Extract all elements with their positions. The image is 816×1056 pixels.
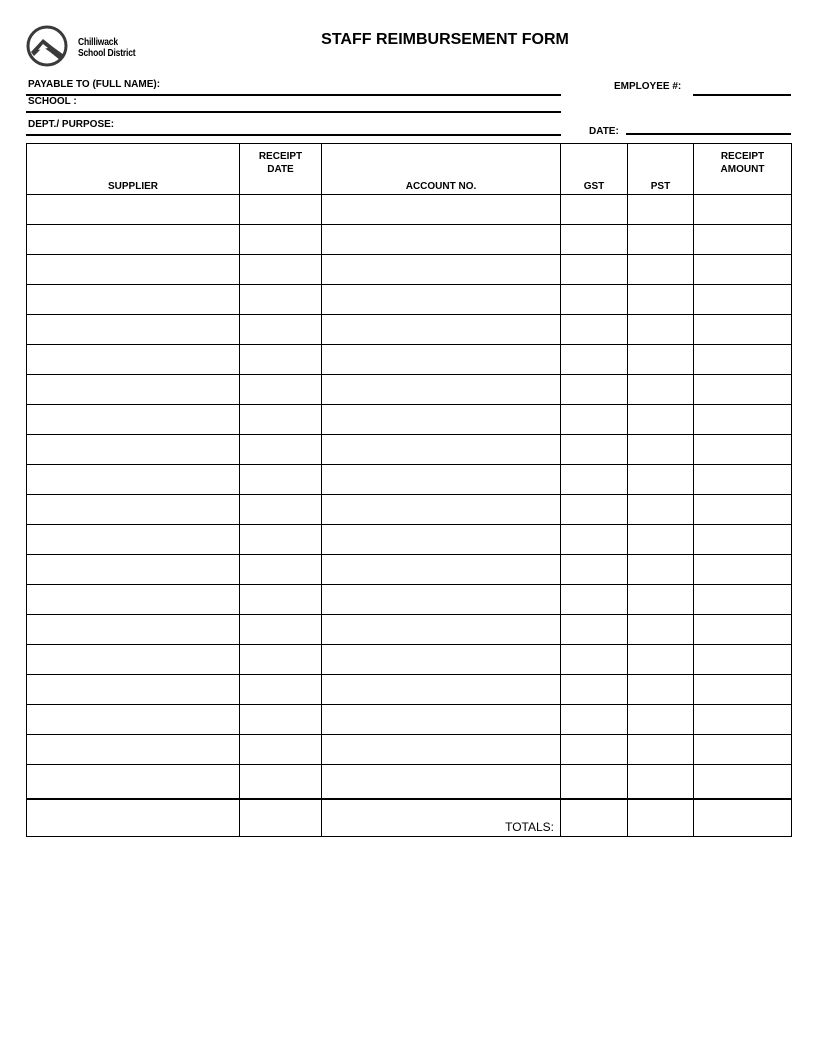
receipt-date-cell[interactable] — [240, 645, 322, 675]
supplier-cell[interactable] — [27, 495, 240, 525]
account-no-cell[interactable] — [322, 315, 561, 345]
school-line[interactable] — [26, 111, 561, 113]
totals-supplier-cell — [27, 799, 240, 837]
gst-total-cell[interactable] — [561, 799, 628, 837]
pst-cell[interactable] — [628, 465, 694, 495]
gst-cell[interactable] — [561, 615, 628, 645]
account-no-cell[interactable] — [322, 585, 561, 615]
pst-cell[interactable] — [628, 735, 694, 765]
district-logo-icon — [26, 25, 70, 67]
table-row — [27, 495, 792, 525]
account-no-cell[interactable] — [322, 225, 561, 255]
payable-to-label: PAYABLE TO (FULL NAME): — [28, 79, 161, 90]
receipt-amount-cell[interactable] — [694, 435, 792, 465]
supplier-cell[interactable] — [27, 315, 240, 345]
col-header-receipt-amount: RECEIPT AMOUNT — [694, 144, 792, 195]
table-row — [27, 525, 792, 555]
account-no-cell[interactable] — [322, 405, 561, 435]
account-no-cell[interactable] — [322, 735, 561, 765]
table-row — [27, 255, 792, 285]
totals-receipt-date-cell — [240, 799, 322, 837]
table-row — [27, 585, 792, 615]
account-no-cell[interactable] — [322, 705, 561, 735]
table-row — [27, 705, 792, 735]
gst-cell[interactable] — [561, 195, 628, 225]
receipt-amount-cell[interactable] — [694, 255, 792, 285]
pst-cell[interactable] — [628, 675, 694, 705]
receipt-amount-cell[interactable] — [694, 675, 792, 705]
receipt-date-cell[interactable] — [240, 405, 322, 435]
account-no-cell[interactable] — [322, 495, 561, 525]
pst-cell[interactable] — [628, 285, 694, 315]
gst-cell[interactable] — [561, 285, 628, 315]
pst-cell[interactable] — [628, 225, 694, 255]
receipt-date-cell[interactable] — [240, 345, 322, 375]
receipt-date-cell[interactable] — [240, 705, 322, 735]
receipt-date-cell[interactable] — [240, 585, 322, 615]
supplier-cell[interactable] — [27, 225, 240, 255]
account-no-cell[interactable] — [322, 255, 561, 285]
pst-cell[interactable] — [628, 555, 694, 585]
account-no-cell[interactable] — [322, 765, 561, 800]
pst-cell[interactable] — [628, 765, 694, 800]
supplier-cell[interactable] — [27, 735, 240, 765]
totals-row — [27, 799, 792, 837]
pst-cell[interactable] — [628, 195, 694, 225]
receipt-amount-cell[interactable] — [694, 465, 792, 495]
gst-cell[interactable] — [561, 315, 628, 345]
account-no-cell[interactable] — [322, 675, 561, 705]
receipt-amount-cell[interactable] — [694, 765, 792, 800]
receipt-amount-cell[interactable] — [694, 615, 792, 645]
supplier-cell[interactable] — [27, 405, 240, 435]
account-no-cell[interactable] — [322, 375, 561, 405]
totals-label: TOTALS: — [322, 799, 561, 837]
form-title: STAFF REIMBURSEMENT FORM — [321, 31, 569, 48]
pst-cell[interactable] — [628, 375, 694, 405]
gst-cell[interactable] — [561, 585, 628, 615]
col-header-supplier: SUPPLIER — [27, 144, 240, 195]
table-header-row — [27, 144, 792, 195]
table-row — [27, 345, 792, 375]
receipt-amount-cell[interactable] — [694, 585, 792, 615]
receipt-amount-cell[interactable] — [694, 225, 792, 255]
supplier-cell[interactable] — [27, 675, 240, 705]
account-no-cell[interactable] — [322, 285, 561, 315]
col-header-receipt-date: RECEIPT DATE — [240, 144, 322, 195]
pst-cell[interactable] — [628, 615, 694, 645]
gst-cell[interactable] — [561, 525, 628, 555]
date-label: DATE: — [589, 126, 619, 137]
account-no-cell[interactable] — [322, 615, 561, 645]
account-no-cell[interactable] — [322, 195, 561, 225]
receipt-date-cell[interactable] — [240, 525, 322, 555]
receipt-date-cell[interactable] — [240, 735, 322, 765]
district-logo — [26, 25, 186, 67]
gst-cell[interactable] — [561, 225, 628, 255]
payable-to-line[interactable] — [26, 94, 561, 96]
receipt-amount-cell[interactable] — [694, 645, 792, 675]
col-header-account-no: ACCOUNT NO. — [322, 144, 561, 195]
table-row — [27, 225, 792, 255]
dept-purpose-line[interactable] — [26, 134, 561, 136]
reimbursement-table — [26, 143, 792, 837]
receipt-date-cell[interactable] — [240, 555, 322, 585]
supplier-cell[interactable] — [27, 435, 240, 465]
supplier-cell[interactable] — [27, 645, 240, 675]
pst-cell[interactable] — [628, 435, 694, 465]
supplier-cell[interactable] — [27, 555, 240, 585]
gst-cell[interactable] — [561, 435, 628, 465]
gst-cell[interactable] — [561, 345, 628, 375]
gst-cell[interactable] — [561, 495, 628, 525]
table-row — [27, 315, 792, 345]
table-row — [27, 195, 792, 225]
district-name-line2: School District — [78, 48, 136, 59]
receipt-amount-cell[interactable] — [694, 525, 792, 555]
receipt-date-cell[interactable] — [240, 435, 322, 465]
receipt-amount-cell[interactable] — [694, 555, 792, 585]
employee-no-line[interactable] — [693, 94, 791, 96]
pst-cell[interactable] — [628, 645, 694, 675]
gst-cell[interactable] — [561, 375, 628, 405]
pst-cell[interactable] — [628, 525, 694, 555]
gst-cell[interactable] — [561, 705, 628, 735]
receipt-date-cell[interactable] — [240, 225, 322, 255]
account-no-cell[interactable] — [322, 435, 561, 465]
date-line[interactable] — [626, 133, 791, 135]
district-name-line1: Chilliwack — [78, 37, 118, 48]
supplier-cell[interactable] — [27, 765, 240, 800]
supplier-cell[interactable] — [27, 615, 240, 645]
pst-cell[interactable] — [628, 255, 694, 285]
receipt-amount-cell[interactable] — [694, 375, 792, 405]
supplier-cell[interactable] — [27, 195, 240, 225]
pst-cell[interactable] — [628, 585, 694, 615]
account-no-cell[interactable] — [322, 345, 561, 375]
receipt-date-cell[interactable] — [240, 465, 322, 495]
receipt-amount-cell[interactable] — [694, 315, 792, 345]
receipt-amount-cell[interactable] — [694, 285, 792, 315]
gst-cell[interactable] — [561, 675, 628, 705]
receipt-date-cell[interactable] — [240, 765, 322, 800]
table-row — [27, 615, 792, 645]
pst-total-cell[interactable] — [628, 799, 694, 837]
supplier-cell[interactable] — [27, 345, 240, 375]
supplier-cell[interactable] — [27, 705, 240, 735]
gst-cell[interactable] — [561, 405, 628, 435]
receipt-date-cell[interactable] — [240, 195, 322, 225]
table-row — [27, 435, 792, 465]
receipt-amount-total-cell[interactable] — [694, 799, 792, 837]
table-row — [27, 405, 792, 435]
account-no-cell[interactable] — [322, 465, 561, 495]
col-header-gst: GST — [561, 144, 628, 195]
table-row — [27, 285, 792, 315]
supplier-cell[interactable] — [27, 285, 240, 315]
pst-cell[interactable] — [628, 705, 694, 735]
gst-cell[interactable] — [561, 255, 628, 285]
table-row — [27, 375, 792, 405]
table-row — [27, 465, 792, 495]
receipt-date-cell[interactable] — [240, 375, 322, 405]
account-no-cell[interactable] — [322, 555, 561, 585]
receipt-date-cell[interactable] — [240, 255, 322, 285]
supplier-cell[interactable] — [27, 525, 240, 555]
gst-cell[interactable] — [561, 765, 628, 800]
gst-cell[interactable] — [561, 735, 628, 765]
table-row — [27, 735, 792, 765]
receipt-date-cell[interactable] — [240, 315, 322, 345]
receipt-amount-cell[interactable] — [694, 195, 792, 225]
table-row — [27, 645, 792, 675]
pst-cell[interactable] — [628, 315, 694, 345]
gst-cell[interactable] — [561, 465, 628, 495]
table-row — [27, 675, 792, 705]
receipt-date-cell[interactable] — [240, 675, 322, 705]
district-name — [78, 37, 135, 59]
supplier-cell[interactable] — [27, 375, 240, 405]
receipt-date-cell[interactable] — [240, 285, 322, 315]
receipt-amount-cell[interactable] — [694, 345, 792, 375]
receipt-amount-cell[interactable] — [694, 495, 792, 525]
account-no-cell[interactable] — [322, 645, 561, 675]
col-header-pst: PST — [628, 144, 694, 195]
table-row — [27, 555, 792, 585]
gst-cell[interactable] — [561, 555, 628, 585]
receipt-date-cell[interactable] — [240, 495, 322, 525]
receipt-date-cell[interactable] — [240, 615, 322, 645]
table-row — [27, 765, 792, 800]
account-no-cell[interactable] — [322, 525, 561, 555]
receipt-amount-cell[interactable] — [694, 705, 792, 735]
supplier-cell[interactable] — [27, 585, 240, 615]
pst-cell[interactable] — [628, 345, 694, 375]
gst-cell[interactable] — [561, 645, 628, 675]
dept-purpose-label: DEPT./ PURPOSE: — [28, 119, 115, 130]
receipt-amount-cell[interactable] — [694, 735, 792, 765]
employee-no-label: EMPLOYEE #: — [614, 81, 682, 92]
pst-cell[interactable] — [628, 495, 694, 525]
receipt-amount-cell[interactable] — [694, 405, 792, 435]
supplier-cell[interactable] — [27, 255, 240, 285]
pst-cell[interactable] — [628, 405, 694, 435]
supplier-cell[interactable] — [27, 465, 240, 495]
school-label: SCHOOL : — [28, 96, 77, 107]
